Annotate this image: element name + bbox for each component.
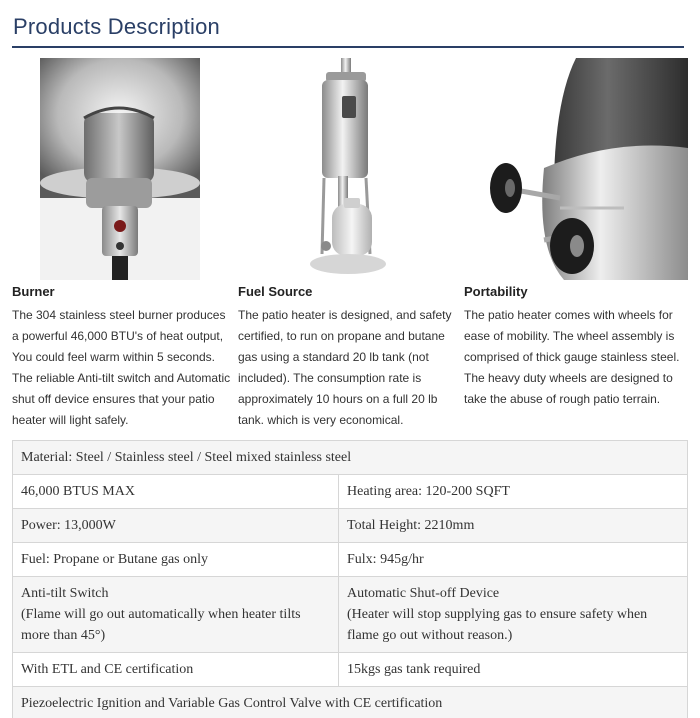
table-row — [13, 509, 688, 543]
page-title: Products Description — [13, 14, 220, 39]
feature-title: Portability — [464, 284, 528, 299]
cell-description: (Flame will go out automatically when heater tilts more than 45°) — [21, 607, 301, 643]
cell-description: (Heater will stop supplying gas to ensure safety when flame go out without reason.) — [347, 607, 648, 643]
burner-photo — [12, 58, 236, 280]
feature-fuel-source — [238, 58, 462, 427]
table-cell: Material: Steel / Stainless steel / Steel mixed stainless steel — [13, 441, 688, 475]
table-row — [13, 653, 688, 687]
feature-list — [12, 58, 688, 430]
portability-photo — [464, 58, 688, 280]
feature-title: Fuel Source — [238, 284, 313, 299]
fuel-source-photo — [238, 58, 462, 280]
section-header — [12, 14, 684, 48]
feature-portability — [464, 58, 688, 406]
table-cell — [13, 577, 339, 653]
title-underline — [12, 46, 684, 48]
table-cell: Total Height: 2210mm — [339, 509, 688, 543]
feature-burner — [12, 58, 236, 427]
table-row — [13, 475, 688, 509]
cell-title: Automatic Shut-off Device — [347, 586, 500, 601]
table-cell: With ETL and CE certification — [13, 653, 339, 687]
specifications-table — [12, 440, 688, 718]
table-cell: Fulx: 945g/hr — [339, 543, 688, 577]
table-row — [13, 543, 688, 577]
table-row — [13, 577, 688, 653]
feature-text: The 304 stainless steel burner produces a powerful 46,000 BTU's of heat output, You could feel warm within 5 seconds. The reliable Anti-tilt switch and Automatic shut off device ensures that your patio heater will light safely. — [12, 308, 231, 427]
feature-title: Burner — [12, 284, 55, 299]
feature-text: The patio heater is designed, and safety certified, to run on propane and butane gas using a standard 20 lb tank (not included). The consumption rate is approximately 10 hours on a full 20 lb tank. which is very economical. — [238, 308, 452, 427]
feature-text: The patio heater comes with wheels for ease of mobility. The wheel assembly is comprised of thick gauge stainless steel. The heavy duty wheels are designed to take the abuse of rough patio terrain. — [464, 308, 680, 406]
table-cell — [339, 577, 688, 653]
table-cell: Piezoelectric Ignition and Variable Gas Control Valve with CE certification — [13, 687, 688, 718]
table-cell: Power: 13,000W — [13, 509, 339, 543]
table-cell: 15kgs gas tank required — [339, 653, 688, 687]
table-row — [13, 441, 688, 475]
table-row — [13, 687, 688, 718]
table-cell: Fuel: Propane or Butane gas only — [13, 543, 339, 577]
table-cell: Heating area: 120-200 SQFT — [339, 475, 688, 509]
cell-title: Anti-tilt Switch — [21, 586, 109, 601]
table-cell: 46,000 BTUS MAX — [13, 475, 339, 509]
